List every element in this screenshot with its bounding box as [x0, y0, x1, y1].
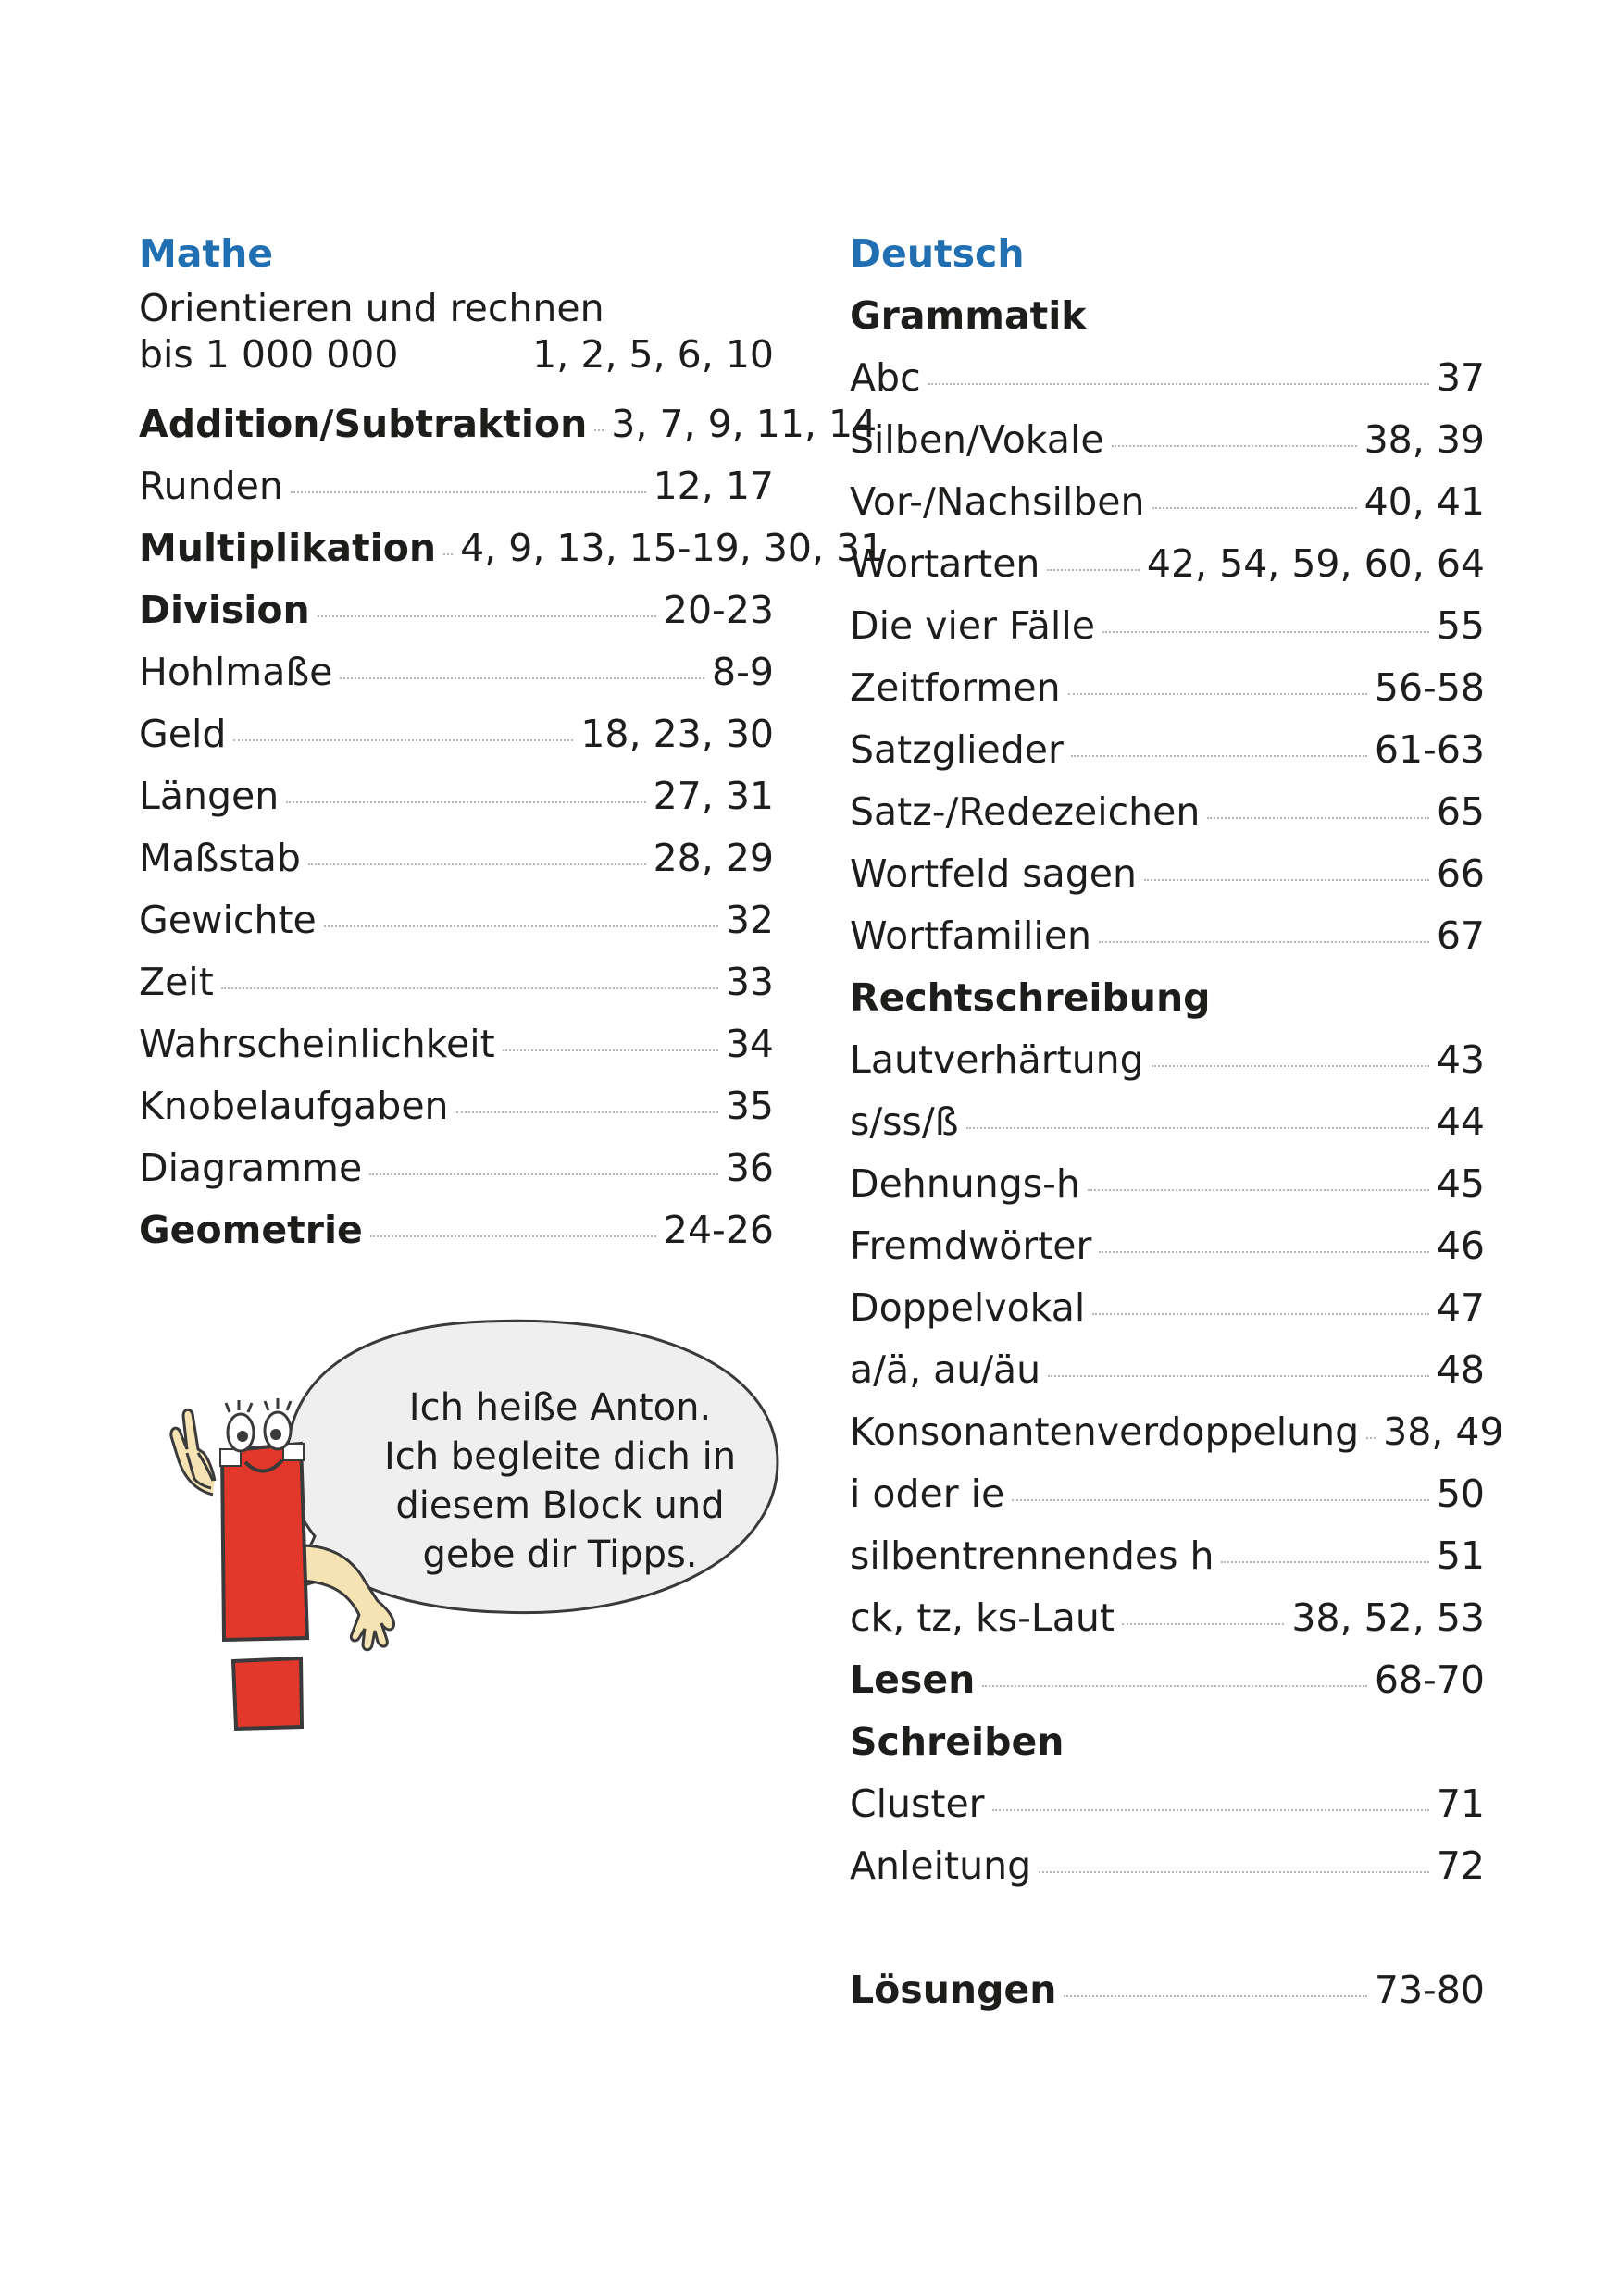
toc-entry[interactable]	[139, 1199, 774, 1261]
dot-leader	[1092, 1313, 1429, 1315]
toc-entry-label: Division	[139, 588, 310, 632]
toc-entry-loesungen[interactable]	[850, 1959, 1485, 2021]
toc-entry-label: Fremdwörter	[850, 1223, 1092, 1268]
dot-leader	[594, 429, 604, 431]
toc-entry-label: Knobelaufgaben	[139, 1084, 449, 1128]
toc-entry[interactable]	[850, 1401, 1504, 1463]
speech-line: gebe dir Tipps.	[422, 1533, 698, 1576]
dot-leader	[324, 925, 718, 927]
toc-entry-label: Die vier Fälle	[850, 603, 1095, 648]
toc-entry[interactable]	[850, 843, 1485, 905]
toc-entry-pages: 44	[1436, 1099, 1485, 1144]
toc-entry-label: Lösungen	[850, 1967, 1057, 2012]
deutsch-heading: Deutsch	[850, 231, 1025, 276]
mascot-left-arm	[171, 1409, 215, 1495]
toc-entry-label: Runden	[139, 464, 283, 508]
toc-entry-label: bis 1 000 000	[139, 332, 399, 377]
dot-leader	[291, 491, 646, 493]
mathe-column	[139, 222, 885, 1261]
toc-entry[interactable]	[850, 595, 1485, 657]
toc-entry[interactable]	[139, 579, 774, 641]
toc-entry[interactable]	[850, 1587, 1485, 1649]
toc-entry-pages: 51	[1436, 1533, 1485, 1578]
toc-entry-label: Vor-/Nachsilben	[850, 479, 1145, 524]
toc-entry-pages: 55	[1436, 603, 1485, 648]
toc-entry-pages: 43	[1436, 1037, 1485, 1082]
toc-entry-label: Wortarten	[850, 541, 1040, 586]
dot-leader	[1088, 1189, 1429, 1191]
toc-entry-pages: 35	[725, 1084, 774, 1128]
schreiben-heading: Schreiben	[850, 1719, 1065, 1764]
speech-bubble-text	[352, 1384, 768, 1580]
toc-entry-label: Doppelvokal	[850, 1285, 1086, 1330]
dot-leader	[318, 615, 656, 617]
dot-leader	[308, 863, 646, 865]
dot-leader	[1099, 941, 1429, 943]
toc-entry-label: ck, tz, ks-Laut	[850, 1595, 1115, 1640]
toc-entry-pages: 67	[1436, 913, 1485, 958]
toc-entry-label: Multiplikation	[139, 526, 437, 570]
toc-entry-label: Cluster	[850, 1781, 985, 1826]
dot-leader	[982, 1685, 1367, 1687]
mascot-dot	[233, 1658, 302, 1729]
toc-entry-pages: 4, 9, 13, 15-19, 30, 31	[460, 526, 885, 570]
toc-entry-label: i oder ie	[850, 1471, 1005, 1516]
toc-entry[interactable]	[139, 827, 774, 889]
toc-entry-pages: 65	[1436, 789, 1485, 834]
dot-leader	[369, 1173, 718, 1175]
mathe-heading: Mathe	[139, 231, 274, 276]
toc-entry-label: s/ss/ß	[850, 1099, 959, 1144]
toc-entry[interactable]	[139, 517, 885, 579]
toc-entry[interactable]	[850, 1029, 1485, 1091]
dot-leader	[221, 987, 718, 989]
toc-entry-label: a/ä, au/äu	[850, 1347, 1041, 1392]
rechtschreibung-heading: Rechtschreibung	[850, 975, 1211, 1020]
toc-entry[interactable]	[850, 719, 1485, 781]
speech-line: Ich heiße Anton.	[408, 1386, 712, 1429]
toc-entry-label: Konsonantenverdoppelung	[850, 1409, 1360, 1454]
toc-entry-pages: 18, 23, 30	[580, 712, 774, 756]
toc-entry-label: Hohlmaße	[139, 650, 333, 694]
toc-entry-label: Anleitung	[850, 1843, 1032, 1888]
mathe-entry-list	[139, 393, 885, 1261]
dot-leader	[928, 383, 1429, 385]
dot-leader	[992, 1809, 1429, 1811]
toc-entry-pages: 40, 41	[1364, 479, 1485, 524]
toc-entry-pages: 45	[1436, 1161, 1485, 1206]
toc-entry-label: Satzglieder	[850, 727, 1064, 772]
schreiben-entry-list	[850, 1773, 1485, 1897]
dot-leader	[405, 360, 525, 362]
toc-entry[interactable]	[139, 765, 774, 827]
toc-entry-label: Abc	[850, 355, 921, 400]
dot-leader	[1112, 445, 1357, 447]
dot-leader	[1152, 507, 1357, 509]
dot-leader	[1012, 1499, 1429, 1501]
mascot-eyes	[226, 1398, 291, 1451]
speech-line: diesem Block und	[395, 1484, 725, 1527]
toc-entry-pages: 27, 31	[653, 774, 774, 818]
toc-entry[interactable]	[850, 905, 1485, 967]
toc-entry-label: Silben/Vokale	[850, 417, 1104, 462]
dot-leader	[1102, 631, 1429, 633]
toc-entry[interactable]	[850, 1773, 1485, 1835]
toc-entry[interactable]	[850, 1277, 1485, 1339]
dot-leader	[1122, 1623, 1284, 1625]
toc-entry-pages: 38, 39	[1364, 417, 1485, 462]
toc-entry[interactable]	[139, 703, 774, 765]
toc-entry-pages: 8-9	[712, 650, 774, 694]
dot-leader	[233, 739, 573, 741]
toc-entry-label: Lesen	[850, 1657, 976, 1702]
toc-entry[interactable]	[850, 657, 1485, 719]
mascot-body	[220, 1444, 307, 1640]
toc-entry-label: Zeit	[139, 960, 214, 1004]
toc-entry-pages: 47	[1436, 1285, 1485, 1330]
rechtschreibung-entry-list	[850, 1029, 1504, 1649]
toc-entry[interactable]	[850, 1339, 1485, 1401]
dot-leader	[1039, 1871, 1429, 1873]
toc-entry-pages: 34	[725, 1022, 774, 1066]
toc-entry-pages: 3, 7, 9, 11, 14	[611, 402, 878, 446]
toc-entry-lesen[interactable]	[850, 1649, 1485, 1711]
toc-entry-label: Diagramme	[139, 1146, 363, 1190]
dot-leader	[443, 553, 453, 555]
toc-entry[interactable]	[850, 1215, 1485, 1277]
dot-leader	[1068, 693, 1367, 695]
toc-entry[interactable]	[139, 889, 774, 951]
toc-entry[interactable]	[139, 951, 774, 1013]
toc-entry-pages: 36	[725, 1146, 774, 1190]
toc-entry[interactable]	[850, 1525, 1485, 1587]
toc-entry-pages: 73-80	[1374, 1967, 1485, 2012]
toc-entry-pages: 33	[725, 960, 774, 1004]
toc-entry[interactable]	[850, 471, 1485, 533]
toc-entry[interactable]	[139, 1137, 774, 1199]
toc-entry[interactable]	[850, 1153, 1485, 1215]
toc-entry-label: Gewichte	[139, 898, 317, 942]
toc-entry-label: Wortfeld sagen	[850, 851, 1137, 896]
dot-leader	[370, 1235, 656, 1237]
toc-entry-pages: 38, 52, 53	[1291, 1595, 1485, 1640]
toc-entry-pages: 68-70	[1374, 1657, 1485, 1702]
toc-entry-label: Lautverhärtung	[850, 1037, 1144, 1082]
toc-entry-label: Geometrie	[139, 1208, 363, 1252]
toc-entry[interactable]	[850, 533, 1485, 595]
toc-entry-pages: 56-58	[1374, 665, 1485, 710]
dot-leader	[1064, 1995, 1366, 1997]
toc-entry-pages: 12, 17	[653, 464, 774, 508]
toc-entry[interactable]	[139, 1075, 774, 1137]
toc-entry[interactable]	[139, 393, 878, 455]
toc-entry-label: Wahrscheinlichkeit	[139, 1022, 495, 1066]
toc-entry[interactable]	[139, 331, 774, 378]
toc-entry-pages: 1, 2, 5, 6, 10	[532, 332, 774, 377]
toc-entry-pages: 71	[1436, 1781, 1485, 1826]
toc-entry[interactable]	[850, 409, 1485, 471]
dot-leader	[966, 1127, 1429, 1129]
dot-leader	[1152, 1065, 1429, 1067]
dot-leader	[1071, 755, 1367, 757]
toc-entry-label: Maßstab	[139, 836, 301, 880]
dot-leader	[1144, 879, 1429, 881]
toc-entry-pages: 28, 29	[653, 836, 774, 880]
toc-entry-label: Wortfamilien	[850, 913, 1092, 958]
toc-entry[interactable]	[850, 1463, 1485, 1525]
toc-entry-pages: 42, 54, 59, 60, 64	[1146, 541, 1485, 586]
dot-leader	[1207, 817, 1428, 819]
toc-entry-label: Dehnungs-h	[850, 1161, 1080, 1206]
grammatik-entry-list	[850, 347, 1485, 967]
dot-leader	[286, 801, 645, 803]
dot-leader	[1099, 1251, 1428, 1253]
toc-entry[interactable]	[850, 347, 1485, 409]
dot-leader	[340, 677, 704, 679]
toc-entry[interactable]	[850, 1835, 1485, 1897]
toc-entry-pages: 24-26	[663, 1208, 774, 1252]
toc-entry[interactable]	[139, 641, 774, 703]
toc-entry-pages: 61-63	[1374, 727, 1485, 772]
toc-entry-label: Orientieren und rechnen	[139, 286, 604, 330]
toc-entry[interactable]	[139, 455, 774, 517]
deutsch-column	[850, 222, 1504, 2021]
toc-entry-pages: 46	[1436, 1223, 1485, 1268]
toc-entry-pages: 32	[725, 898, 774, 942]
toc-entry-pages: 37	[1436, 355, 1485, 400]
toc-entry-label: Zeitformen	[850, 665, 1061, 710]
dot-leader	[1047, 569, 1139, 571]
dot-leader	[1221, 1561, 1428, 1563]
toc-entry-pages: 20-23	[663, 588, 774, 632]
toc-entry-pages: 50	[1436, 1471, 1485, 1516]
dot-leader	[1048, 1375, 1429, 1377]
toc-entry-pages: 66	[1436, 851, 1485, 896]
dot-leader	[1366, 1437, 1376, 1439]
toc-entry[interactable]	[850, 781, 1485, 843]
dot-leader	[456, 1111, 718, 1113]
dot-leader	[503, 1049, 718, 1051]
toc-entry-pages: 48	[1436, 1347, 1485, 1392]
toc-entry-pages: 38, 49	[1383, 1409, 1504, 1454]
toc-entry[interactable]	[850, 1091, 1485, 1153]
toc-entry[interactable]	[139, 1013, 774, 1075]
toc-entry-label: Längen	[139, 774, 280, 818]
toc-entry-label: Addition/Subtraktion	[139, 402, 588, 446]
grammatik-heading: Grammatik	[850, 293, 1087, 338]
toc-entry-label: Geld	[139, 712, 227, 756]
speech-line: Ich begleite dich in	[383, 1435, 737, 1478]
toc-entry-label: silbentrennendes h	[850, 1533, 1214, 1578]
toc-entry-pages: 72	[1436, 1843, 1485, 1888]
toc-entry-label: Satz-/Redezeichen	[850, 789, 1201, 834]
